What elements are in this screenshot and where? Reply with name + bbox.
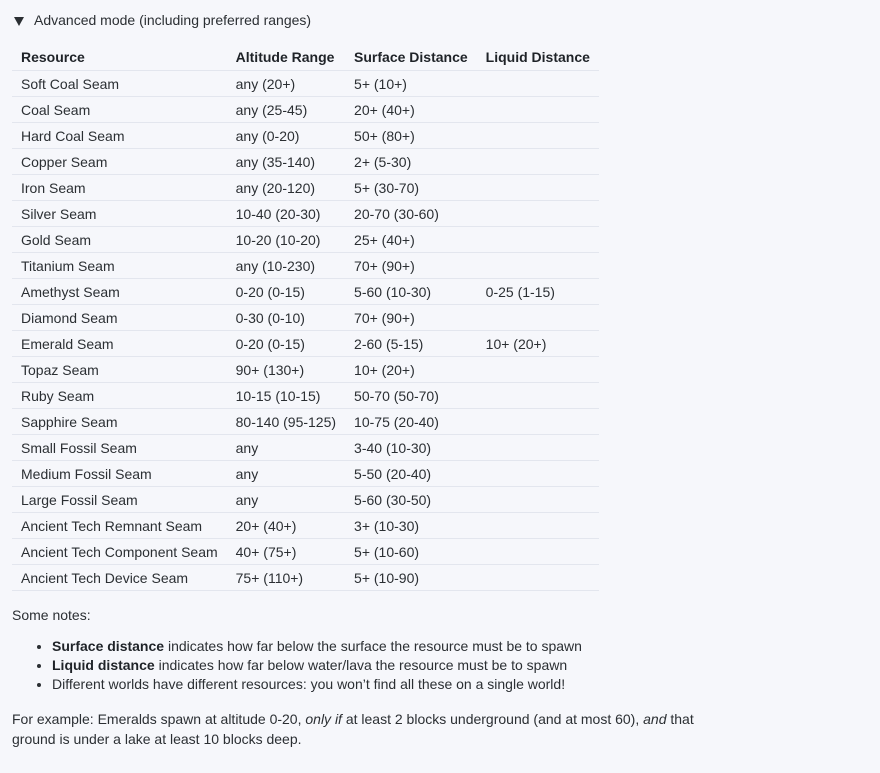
cell-surface-distance: 5+ (30-70) <box>345 175 477 201</box>
cell-altitude-range: any (20-120) <box>227 175 345 201</box>
cell-surface-distance: 5+ (10+) <box>345 71 477 97</box>
cell-surface-distance: 50+ (80+) <box>345 123 477 149</box>
table-row <box>12 149 599 175</box>
cell-altitude-range: any (25-45) <box>227 97 345 123</box>
cell-altitude-range: 0-20 (0-15) <box>227 279 345 305</box>
triangle-down-icon <box>14 17 24 26</box>
table-row <box>12 123 599 149</box>
table-row <box>12 409 599 435</box>
cell-altitude-range: any (0-20) <box>227 123 345 149</box>
cell-liquid-distance <box>477 539 599 565</box>
example-text: that ground is under a lake at least 10 blocks deep. <box>12 711 694 747</box>
content-area <box>12 0 872 749</box>
cell-resource: Emerald Seam <box>12 331 227 357</box>
example-text: For example: Emeralds spawn at altitude 0-20, <box>12 711 306 727</box>
cell-resource: Silver Seam <box>12 201 227 227</box>
table-row <box>12 279 599 305</box>
cell-resource: Diamond Seam <box>12 305 227 331</box>
cell-surface-distance: 2-60 (5-15) <box>345 331 477 357</box>
cell-liquid-distance <box>477 383 599 409</box>
cell-resource: Ancient Tech Remnant Seam <box>12 513 227 539</box>
table-row <box>12 175 599 201</box>
note-text: Different worlds have different resources: you won’t find all these on a single world! <box>52 676 566 692</box>
note-bold: Liquid distance <box>52 657 155 673</box>
table-row <box>12 539 599 565</box>
table-row <box>12 383 599 409</box>
cell-altitude-range: 90+ (130+) <box>227 357 345 383</box>
table-row <box>12 487 599 513</box>
table-row <box>12 513 599 539</box>
advanced-mode-label: Advanced mode (including preferred ranges) <box>34 12 312 28</box>
table-row <box>12 435 599 461</box>
cell-resource: Iron Seam <box>12 175 227 201</box>
table-row <box>12 357 599 383</box>
cell-altitude-range: 20+ (40+) <box>227 513 345 539</box>
cell-surface-distance: 5-60 (10-30) <box>345 279 477 305</box>
cell-altitude-range: any (35-140) <box>227 149 345 175</box>
example-emphasis: and <box>643 711 667 727</box>
column-header-liquid-distance: Liquid Distance <box>485 49 590 65</box>
cell-resource: Sapphire Seam <box>12 409 227 435</box>
example-text: at least 2 blocks underground (and at most 60), <box>341 711 644 727</box>
cell-surface-distance: 50-70 (50-70) <box>345 383 477 409</box>
cell-altitude-range: any <box>227 461 345 487</box>
example-emphasis: only if <box>305 711 342 727</box>
column-header-altitude-range: Altitude Range <box>235 49 335 65</box>
notes-title: Some notes: <box>12 607 91 623</box>
cell-liquid-distance <box>477 513 599 539</box>
cell-surface-distance: 70+ (90+) <box>345 305 477 331</box>
cell-altitude-range: any <box>227 435 345 461</box>
table-row <box>12 201 599 227</box>
cell-resource: Ruby Seam <box>12 383 227 409</box>
cell-resource: Small Fossil Seam <box>12 435 227 461</box>
table-row <box>12 331 599 357</box>
cell-altitude-range: any <box>227 487 345 513</box>
note-item <box>52 657 872 673</box>
cell-liquid-distance <box>477 487 599 513</box>
cell-resource: Soft Coal Seam <box>12 71 227 97</box>
cell-resource: Hard Coal Seam <box>12 123 227 149</box>
cell-surface-distance: 25+ (40+) <box>345 227 477 253</box>
cell-liquid-distance <box>477 175 599 201</box>
cell-altitude-range: any (20+) <box>227 71 345 97</box>
cell-surface-distance: 5+ (10-90) <box>345 565 477 591</box>
cell-surface-distance: 10+ (20+) <box>345 357 477 383</box>
note-item <box>52 638 872 654</box>
cell-surface-distance: 10-75 (20-40) <box>345 409 477 435</box>
cell-liquid-distance <box>477 201 599 227</box>
note-text: indicates how far below water/lava the resource must be to spawn <box>154 657 568 673</box>
table-row <box>12 97 599 123</box>
cell-surface-distance: 3+ (10-30) <box>345 513 477 539</box>
table-row <box>12 253 599 279</box>
cell-altitude-range: 10-20 (10-20) <box>227 227 345 253</box>
cell-resource: Medium Fossil Seam <box>12 461 227 487</box>
table-row <box>12 71 599 97</box>
column-header-surface-distance: Surface Distance <box>354 49 468 65</box>
cell-liquid-distance <box>477 409 599 435</box>
cell-liquid-distance <box>477 305 599 331</box>
cell-altitude-range: 40+ (75+) <box>227 539 345 565</box>
cell-resource: Gold Seam <box>12 227 227 253</box>
table-header-row <box>12 44 599 71</box>
cell-liquid-distance <box>477 97 599 123</box>
cell-liquid-distance <box>477 461 599 487</box>
resource-table <box>12 44 599 591</box>
cell-surface-distance: 5-60 (30-50) <box>345 487 477 513</box>
cell-liquid-distance <box>477 253 599 279</box>
cell-altitude-range: 10-40 (20-30) <box>227 201 345 227</box>
cell-resource: Ancient Tech Component Seam <box>12 539 227 565</box>
cell-altitude-range: 80-140 (95-125) <box>227 409 345 435</box>
cell-surface-distance: 5-50 (20-40) <box>345 461 477 487</box>
note-text: indicates how far below the surface the resource must be to spawn <box>164 638 582 654</box>
cell-surface-distance: 20+ (40+) <box>345 97 477 123</box>
table-row <box>12 305 599 331</box>
cell-altitude-range: any (10-230) <box>227 253 345 279</box>
cell-altitude-range: 0-20 (0-15) <box>227 331 345 357</box>
table-row <box>12 227 599 253</box>
cell-liquid-distance <box>477 227 599 253</box>
cell-surface-distance: 2+ (5-30) <box>345 149 477 175</box>
cell-resource: Copper Seam <box>12 149 227 175</box>
cell-resource: Amethyst Seam <box>12 279 227 305</box>
cell-altitude-range: 75+ (110+) <box>227 565 345 591</box>
cell-resource: Large Fossil Seam <box>12 487 227 513</box>
cell-resource: Topaz Seam <box>12 357 227 383</box>
cell-surface-distance: 70+ (90+) <box>345 253 477 279</box>
table-row <box>12 565 599 591</box>
cell-liquid-distance <box>477 149 599 175</box>
cell-liquid-distance <box>477 435 599 461</box>
advanced-mode-toggle[interactable] <box>12 0 872 40</box>
note-item <box>52 676 872 692</box>
note-bold: Surface distance <box>52 638 165 654</box>
cell-resource: Coal Seam <box>12 97 227 123</box>
notes-list <box>12 638 872 692</box>
cell-resource: Titanium Seam <box>12 253 227 279</box>
cell-liquid-distance <box>477 71 599 97</box>
cell-altitude-range: 0-30 (0-10) <box>227 305 345 331</box>
cell-liquid-distance <box>477 357 599 383</box>
cell-altitude-range: 10-15 (10-15) <box>227 383 345 409</box>
cell-liquid-distance: 10+ (20+) <box>477 331 599 357</box>
cell-surface-distance: 3-40 (10-30) <box>345 435 477 461</box>
table-body <box>12 71 599 591</box>
cell-liquid-distance <box>477 123 599 149</box>
cell-liquid-distance: 0-25 (1-15) <box>477 279 599 305</box>
cell-resource: Ancient Tech Device Seam <box>12 565 227 591</box>
column-header-resource: Resource <box>21 49 85 65</box>
cell-surface-distance: 20-70 (30-60) <box>345 201 477 227</box>
cell-liquid-distance <box>477 565 599 591</box>
example-paragraph <box>12 709 712 749</box>
cell-surface-distance: 5+ (10-60) <box>345 539 477 565</box>
table-row <box>12 461 599 487</box>
